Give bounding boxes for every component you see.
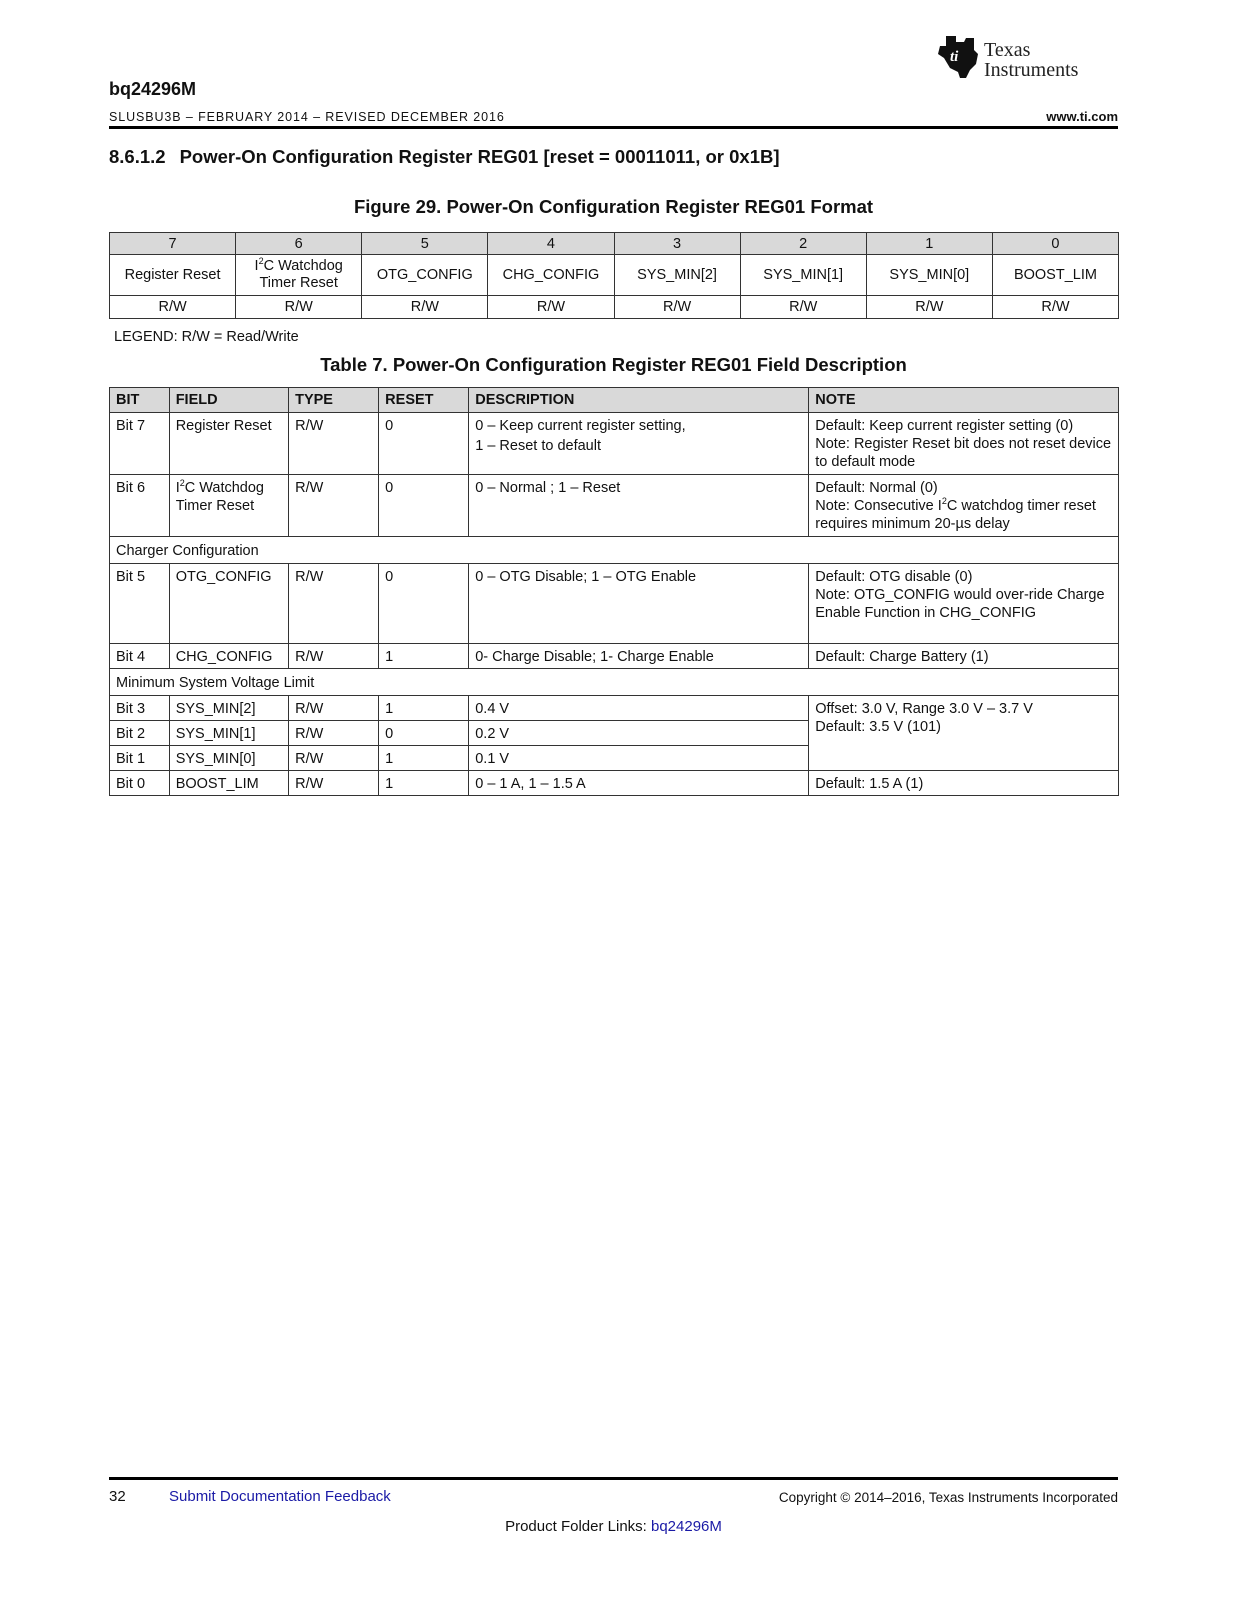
table-header-row [110,388,1119,413]
website-link[interactable]: www.ti.com [1046,109,1118,124]
type-cell: R/W [289,721,379,746]
field-description-table [109,387,1119,796]
note-line: Note: Register Reset bit does not reset device to default mode [815,436,1112,470]
bit-cell: Bit 7 [110,413,170,475]
type-cell: R/W [289,771,379,796]
access-cell: R/W [362,296,488,319]
note-line: Default: OTG disable (0) [815,569,973,585]
field-name-cell: CHG_CONFIG [488,255,614,296]
figure-legend: LEGEND: R/W = Read/Write [114,329,299,345]
bit-number-cell: 3 [614,233,740,255]
bit-cell: Bit 3 [110,696,170,721]
header-rule [109,126,1118,129]
column-header-reset: RESET [379,388,469,413]
section-label: Minimum System Voltage Limit [110,669,1119,696]
note-cell [809,475,1119,537]
feedback-link[interactable]: Submit Documentation Feedback [169,1488,391,1505]
type-cell: R/W [289,475,379,537]
table-row-bit4 [110,644,1119,669]
field-prefix: I [175,480,180,496]
table-row-bit0 [110,771,1119,796]
table-row-bit3 [110,696,1119,721]
access-cell: R/W [740,296,866,319]
document-id: SLUSBU3B – FEBRUARY 2014 – REVISED DECEMBER 2016 [109,110,505,124]
note-line: Default: Normal (0) [815,480,938,496]
access-cell: R/W [110,296,236,319]
note-line: Default: 3.5 V (101) [815,719,942,735]
field-name-row [110,255,1119,296]
product-folder-link[interactable]: bq24296M [651,1518,722,1535]
note-cell: Default: Charge Battery (1) [809,644,1119,669]
table-title: Table 7. Power-On Configuration Register REG01 Field Description [320,354,907,375]
column-header-description: DESCRIPTION [469,388,809,413]
access-cell: R/W [236,296,362,319]
field-name-cell: SYS_MIN[0] [866,255,992,296]
field-name-cell: SYS_MIN[2] [614,255,740,296]
folder-label: Product Folder Links: [505,1518,651,1535]
access-cell: R/W [866,296,992,319]
section-label: Charger Configuration [110,537,1119,564]
logo-word-texas: Texas [984,39,1031,61]
note-cell [809,413,1119,475]
bit-number-cell: 1 [866,233,992,255]
bit-number-cell: 0 [992,233,1118,255]
access-row [110,296,1119,319]
bit-number-cell: 4 [488,233,614,255]
reset-cell: 0 [379,564,469,644]
note-cell: Default: 1.5 A (1) [809,771,1119,796]
ti-state-icon [936,34,980,80]
note-prefix: Note: Consecutive I [815,498,942,514]
description-cell: 0.1 V [469,746,809,771]
section-row-sysmin [110,669,1119,696]
bit-cell: Bit 5 [110,564,170,644]
field-cell [169,475,288,537]
field-cell: CHG_CONFIG [169,644,288,669]
field-i2c-line2: Timer Reset [259,275,338,291]
column-header-field: FIELD [169,388,288,413]
field-name-cell: OTG_CONFIG [362,255,488,296]
reset-cell: 1 [379,771,469,796]
bit-cell: Bit 0 [110,771,170,796]
bit-cell: Bit 1 [110,746,170,771]
description-cell: 0 – 1 A, 1 – 1.5 A [469,771,809,796]
part-number: bq24296M [109,79,197,99]
reset-cell: 1 [379,644,469,669]
field-name-cell-i2c [236,255,362,296]
texas-instruments-logo [936,34,1120,82]
note-line: Offset: 3.0 V, Range 3.0 V – 3.7 V [815,701,1033,717]
product-folder-links [109,1518,1118,1535]
page-number: 32 [109,1488,126,1505]
field-i2c-sup: 2 [258,256,264,267]
bit-number-cell: 6 [236,233,362,255]
field-i2c-rest: C Watchdog [263,258,343,274]
column-header-note: NOTE [809,388,1119,413]
field-cell: Register Reset [169,413,288,475]
type-cell: R/W [289,413,379,475]
type-cell: R/W [289,644,379,669]
description-line: 0 – Keep current register setting, [475,418,686,434]
note-cell [809,696,1119,771]
bit-number-cell: 5 [362,233,488,255]
description-cell: 0 – OTG Disable; 1 – OTG Enable [469,564,809,644]
field-sup: 2 [179,478,185,489]
field-cell: SYS_MIN[0] [169,746,288,771]
reset-cell: 1 [379,746,469,771]
description-cell [469,413,809,475]
note-line: Default: Keep current register setting (0) [815,418,1074,434]
type-cell: R/W [289,696,379,721]
field-name-cell: Register Reset [110,255,236,296]
section-heading [109,146,780,168]
field-name-cell: BOOST_LIM [992,255,1118,296]
column-header-bit: BIT [110,388,170,413]
reset-cell: 0 [379,721,469,746]
reset-cell: 1 [379,696,469,721]
access-cell: R/W [992,296,1118,319]
field-cell: SYS_MIN[1] [169,721,288,746]
note-sup: 2 [941,496,947,507]
description-cell: 0.2 V [469,721,809,746]
section-number: 8.6.1.2 [109,146,166,167]
reset-cell: 0 [379,413,469,475]
type-cell: R/W [289,564,379,644]
description-line: 1 – Reset to default [475,438,601,454]
svg-text:ti: ti [950,49,959,65]
figure-title: Figure 29. Power-On Configuration Register REG01 Format [353,196,874,217]
description-cell: 0- Charge Disable; 1- Charge Enable [469,644,809,669]
field-cell: SYS_MIN[2] [169,696,288,721]
note-rest: C watchdog timer reset requires minimum 20-µs delay [815,498,1096,532]
section-title: Power-On Configuration Register REG01 [reset = 00011011, or 0x1B] [179,146,780,167]
bit-number-cell: 2 [740,233,866,255]
table-row-bit5 [110,564,1119,644]
access-cell: R/W [488,296,614,319]
bit-cell: Bit 2 [110,721,170,746]
column-header-type: TYPE [289,388,379,413]
description-cell: 0.4 V [469,696,809,721]
logo-word-instruments: Instruments [984,59,1079,81]
field-cell: BOOST_LIM [169,771,288,796]
note-cell [809,564,1119,644]
table-row-bit7 [110,413,1119,475]
table-row-bit6 [110,475,1119,537]
type-cell: R/W [289,746,379,771]
field-i2c-prefix: I [254,258,259,274]
section-row-charger [110,537,1119,564]
bit-number-cell: 7 [110,233,236,255]
access-cell: R/W [614,296,740,319]
field-name-cell: SYS_MIN[1] [740,255,866,296]
bit-cell: Bit 6 [110,475,170,537]
reset-cell: 0 [379,475,469,537]
footer-rule [109,1477,1118,1480]
copyright-notice: Copyright © 2014–2016, Texas Instruments Incorporated [778,1490,1118,1505]
register-format-table [109,232,1119,319]
note-line: Note: OTG_CONFIG would over-ride Charge Enable Function in CHG_CONFIG [815,587,1105,621]
field-rest: C Watchdog Timer Reset [175,480,264,514]
description-cell: 0 – Normal ; 1 – Reset [469,475,809,537]
field-cell: OTG_CONFIG [169,564,288,644]
bit-cell: Bit 4 [110,644,170,669]
bit-number-row [110,233,1119,255]
note-line [815,497,1112,533]
